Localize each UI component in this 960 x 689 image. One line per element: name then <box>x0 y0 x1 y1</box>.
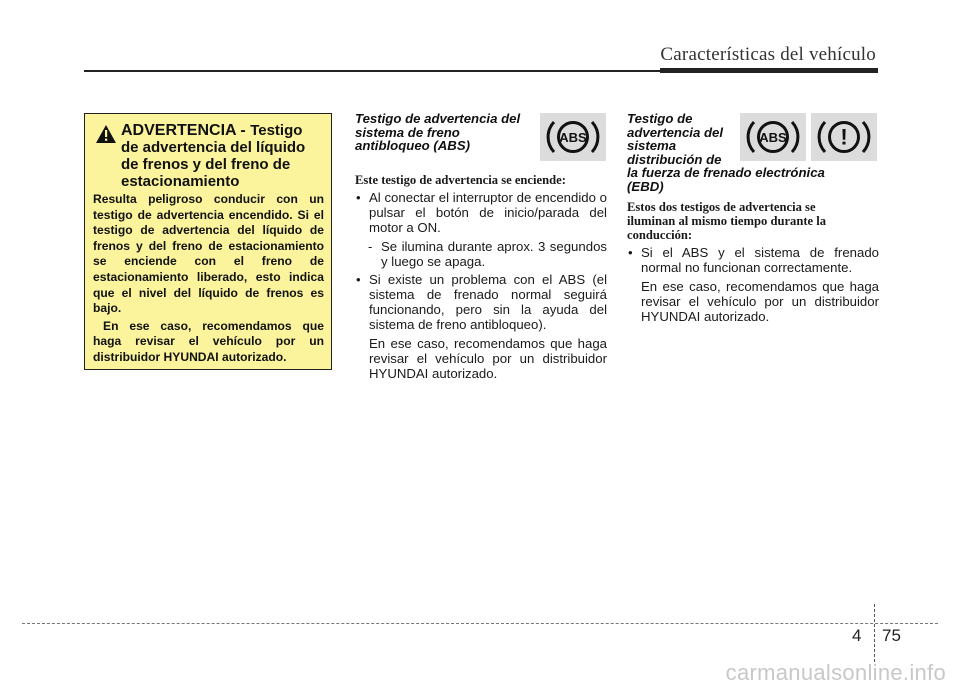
ebd-title-line-5: la fuerza de frenado electrónica <box>627 165 825 181</box>
warning-paragraph-2: En ese caso, recomendamos que haga revisar el vehículo por un distribuidor HYUNDAI autorizado. <box>93 318 324 364</box>
ebd-abs-icon <box>744 115 802 159</box>
brake-warning-light <box>811 113 877 161</box>
ebd-bullet-1: • Si el ABS y el sistema de frenado normal no funcionan correctamente. <box>627 245 879 275</box>
page-number-separator <box>874 604 875 662</box>
page-number: 75 <box>882 626 901 645</box>
abs-paragraph: En ese caso, recomendamos que haga revisar el vehículo por un distribuidor HYUNDAI autorizado. <box>369 335 607 381</box>
warning-body <box>93 192 324 366</box>
header-rule-accent <box>660 68 878 73</box>
abs-section-title: Testigo de advertencia del sistema de freno antibloqueo (ABS) <box>355 111 521 154</box>
abs-icon-label: ABS <box>559 130 587 145</box>
warning-paragraph-1: Resulta peligroso conducir con un testigo de advertencia encendido. Si el testigo de advertencia del líquido de frenos y del freno de estacionamiento se enciende con el freno de estacionamiento liberado, esto indica que el nivel del líquido de frenos es bajo. <box>93 192 324 316</box>
abs-icon <box>544 115 602 159</box>
warning-title <box>121 122 324 190</box>
footer-rule <box>22 623 938 624</box>
warning-label: ADVERTENCIA - <box>121 122 251 139</box>
warning-triangle-icon <box>95 124 117 144</box>
abs-sub-item-1-text: Se ilumina durante aprox. 3 segundos y luego se apaga. <box>381 238 607 269</box>
ebd-abs-warning-light <box>740 113 806 161</box>
chapter-number: 4 <box>852 626 862 645</box>
watermark: carmanualsonline.info <box>725 660 946 685</box>
ebd-title-line-2: advertencia del <box>627 124 724 140</box>
ebd-title-line-4: distribución de <box>627 151 722 167</box>
warning-box <box>84 113 332 370</box>
warning-heading <box>93 122 324 190</box>
ebd-title-line-6: (EBD) <box>627 178 664 194</box>
abs-warning-light <box>540 113 606 161</box>
abs-sub-item-1 <box>355 239 607 269</box>
ebd-title-line-1: Testigo de <box>627 111 693 126</box>
warning-title-text: Testigo de advertencia del líquido de frenos y del freno de estacionamiento <box>121 122 306 190</box>
page-header-title: Características del vehículo <box>660 44 876 65</box>
abs-lead: Este testigo de advertencia se enciende: <box>355 172 566 187</box>
abs-bullet-2: • Si existe un problema con el ABS (el sistema de frenado normal seguirá funcionando, pero sin la ayuda del sistema de freno antibloqueo). <box>355 272 607 332</box>
ebd-lead: Estos dos testigos de advertencia se iluminan al mismo tiempo durante la conducción: <box>627 199 827 242</box>
ebd-paragraph: En ese caso, recomendamos que haga revisar el vehículo por un distribuidor HYUNDAI autorizado. <box>641 278 879 324</box>
brake-exclamation-icon <box>815 115 873 159</box>
abs-bullet-1: • Al conectar el interruptor de encendido o pulsar el botón de inicio/parada del motor a ON. <box>355 190 607 235</box>
ebd-abs-icon-label: ABS <box>759 130 787 145</box>
brake-icon-label: ! <box>840 124 848 150</box>
abs-sub-dash: - <box>368 238 373 254</box>
ebd-title-line-3: sistema <box>627 138 677 154</box>
